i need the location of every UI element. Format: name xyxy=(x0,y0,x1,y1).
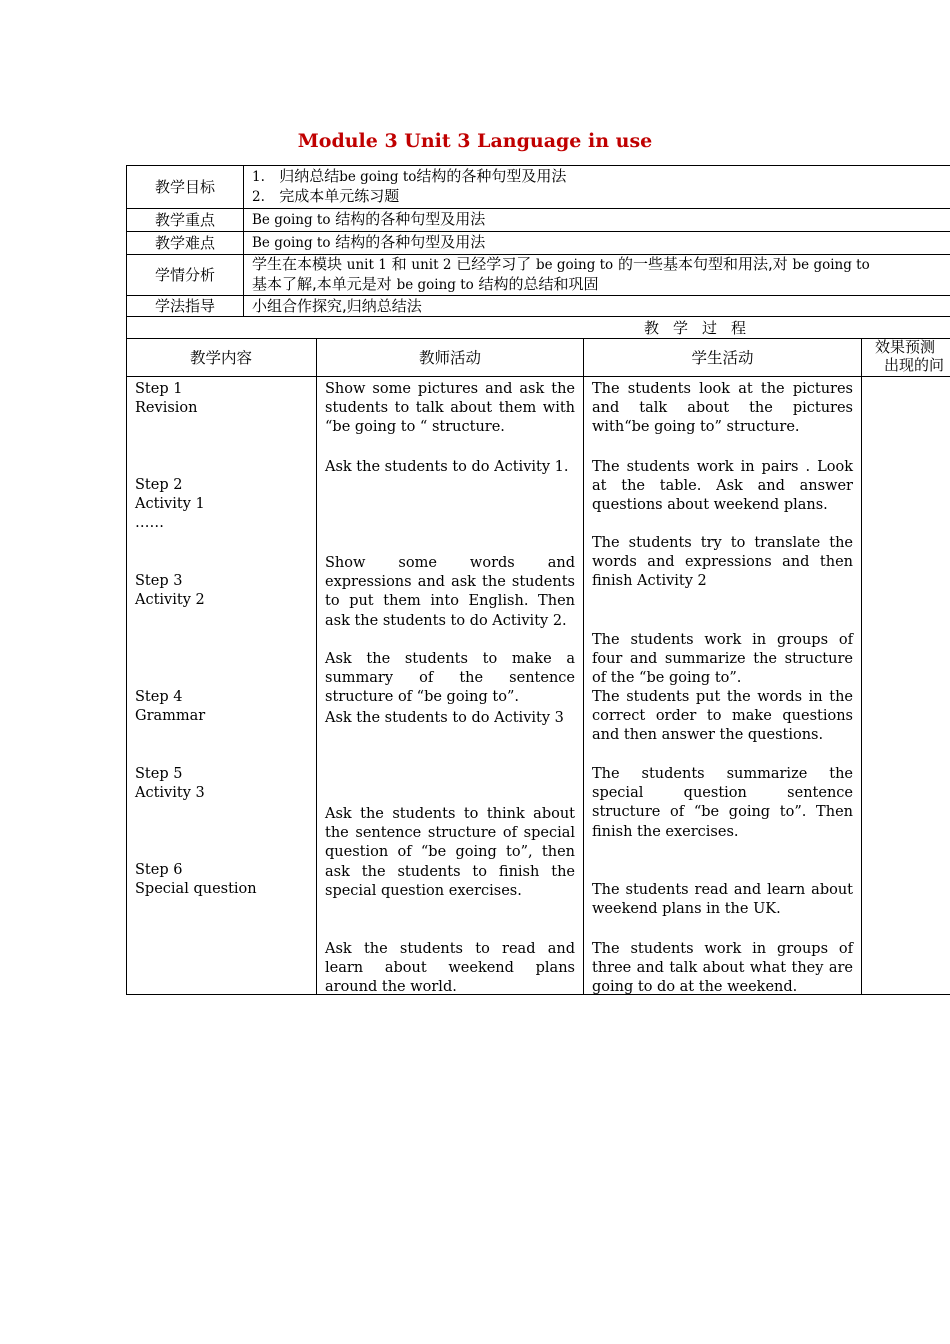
info-table xyxy=(126,165,950,317)
process-table xyxy=(126,338,950,995)
teacher-activity: Ask the students to read and learn about weekend plans around the world. xyxy=(325,941,575,996)
step-2: Step 2 Activity 1 …… xyxy=(135,477,205,532)
header-effect-line-2: 出现的问 xyxy=(884,356,945,374)
grid-line xyxy=(861,338,862,995)
student-activity: The students put the words in the correct order to make questions and then answer the questions. xyxy=(592,689,853,744)
step-5: Step 5 Activity 3 xyxy=(135,766,205,802)
grid-line xyxy=(126,338,127,995)
goals-label: 教学目标 xyxy=(127,166,244,209)
grid-line xyxy=(126,376,950,377)
analysis-row xyxy=(127,255,950,296)
grid-line xyxy=(583,338,584,995)
step-1: Step 1 Revision xyxy=(135,381,198,417)
student-activity: The students work in groups of four and summarize the structure of the “be going to”. xyxy=(592,632,853,687)
student-activity: The students look at the pictures and talk about the pictures with“be going to” structure. xyxy=(592,381,853,436)
goal-2: 2. 完成本单元练习题 xyxy=(252,187,400,205)
difficulty-row xyxy=(127,232,950,255)
key-row xyxy=(127,209,950,232)
method-cell: 小组合作探究,归纳总结法 xyxy=(244,296,950,317)
key-label: 教学重点 xyxy=(127,209,244,232)
difficulty-label: 教学难点 xyxy=(127,232,244,255)
process-title-row xyxy=(126,316,950,338)
header-teacher: 教师活动 xyxy=(418,349,481,367)
teacher-activity: Show some words and expressions and ask the students to put them into English. Then ask the students to do Activity 2. xyxy=(325,555,575,629)
teacher-activity: Ask the students to make a summary of the sentence structure of “be going to”. xyxy=(325,651,575,706)
student-activity: The students try to translate the words and expressions and then finish Activity 2 xyxy=(592,535,853,590)
teacher-activity: Ask the students to do Activity 1. xyxy=(325,459,569,475)
difficulty-cell: Be going to 结构的各种句型及用法 xyxy=(244,232,950,255)
student-activity: The students summarize the special question sentence structure of “be going to”. Then finish the exercises. xyxy=(592,766,853,840)
method-label: 学法指导 xyxy=(127,296,244,317)
analysis-cell xyxy=(244,255,950,296)
analysis-line-2: 基本了解,本单元是对 be going to 结构的总结和巩固 xyxy=(252,275,599,293)
teacher-activity: Show some pictures and ask the students to talk about them with “be going to “ structure. xyxy=(325,381,575,436)
analysis-label: 学情分析 xyxy=(127,255,244,296)
step-6: Step 6 Special question xyxy=(135,862,257,898)
key-cell: Be going to 结构的各种句型及用法 xyxy=(244,209,950,232)
page-title: Module 3 Unit 3 Language in use xyxy=(297,130,653,152)
step-4: Step 4 Grammar xyxy=(135,689,206,725)
grid-line xyxy=(316,338,317,995)
goals-cell xyxy=(244,166,950,209)
student-activity: The students work in pairs . Look at the table. Ask and answer questions about weekend plans. xyxy=(592,459,853,514)
student-activity: The students read and learn about weekend plans in the UK. xyxy=(592,882,853,918)
header-effect xyxy=(862,338,950,376)
teacher-activity: Ask the students to do Activity 3 xyxy=(325,710,564,726)
teacher-activity: Ask the students to think about the sentence structure of special question of “be going to”, then ask the students to finish the special question exercises. xyxy=(325,806,575,899)
method-row xyxy=(127,296,950,317)
goal-1: 1. 归纳总结be going to结构的各种句型及用法 xyxy=(252,167,567,185)
process-title: 教学过程 xyxy=(644,319,761,337)
header-content: 教学内容 xyxy=(189,349,252,367)
goals-row xyxy=(127,166,950,209)
analysis-line-1: 学生在本模块 unit 1 和 unit 2 已经学习了 be going to 的一些基本句型和用法,对 be going to xyxy=(252,255,870,273)
header-student: 学生活动 xyxy=(691,349,754,367)
header-effect-line-1: 效果预测 xyxy=(875,338,936,356)
step-3: Step 3 Activity 2 xyxy=(135,573,205,609)
student-activity: The students work in groups of three and talk about what they are going to do at the weekend. xyxy=(592,941,853,996)
